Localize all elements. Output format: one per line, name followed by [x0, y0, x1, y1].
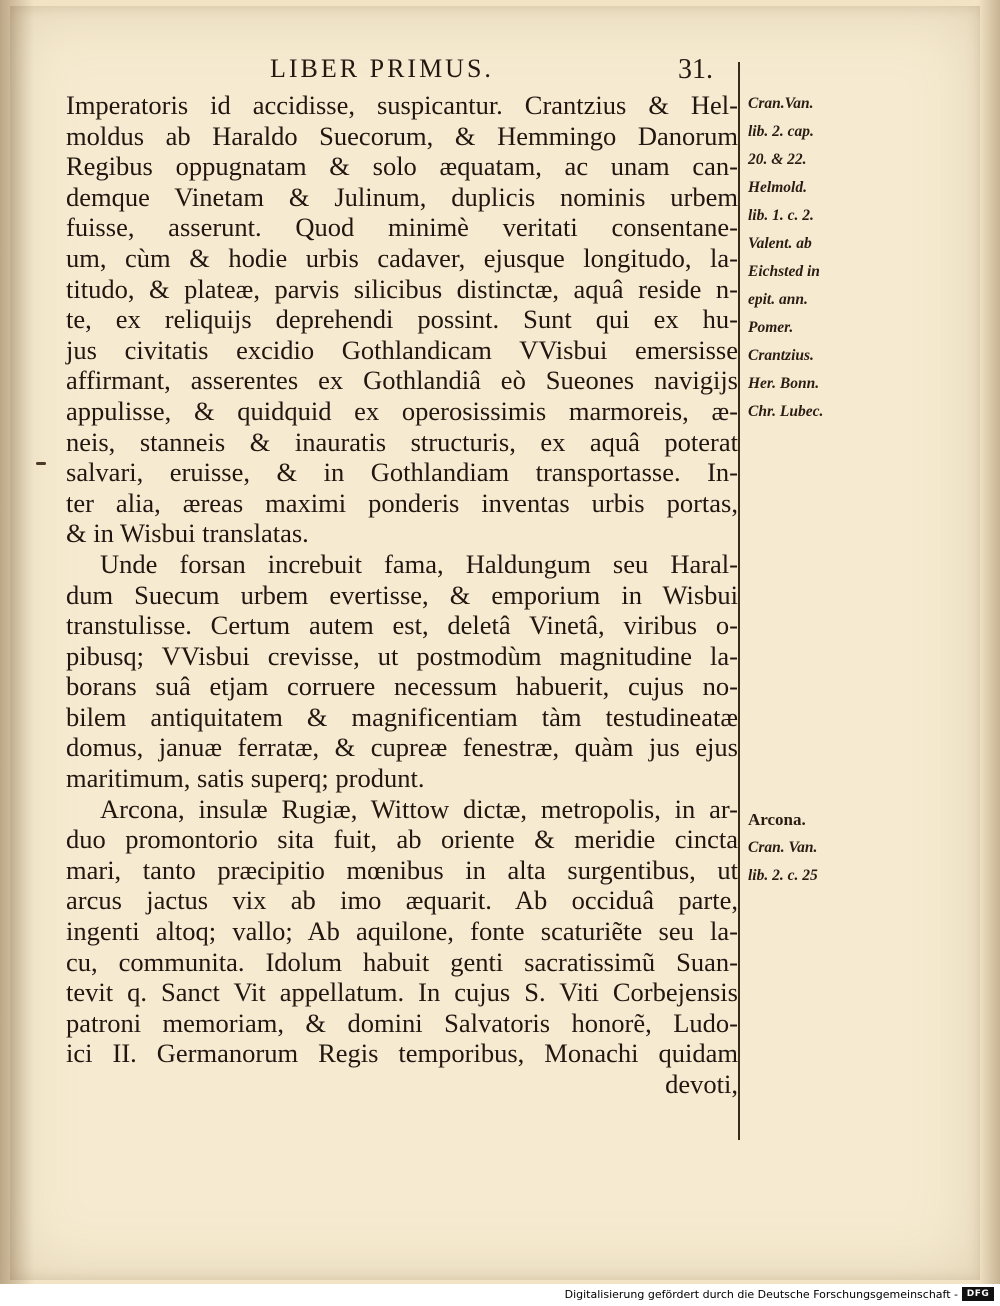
footer-credit: Digitalisierung gefördert durch die Deutsche Forschungsgemeinschaft -	[564, 1288, 958, 1301]
marginal-note: Her. Bonn.	[748, 375, 820, 392]
dfg-logo-icon: DFG	[962, 1287, 994, 1301]
text-line: domus, januæ ferratæ, & cupreæ fenestræ, quàm jus ejus	[66, 732, 738, 763]
marginal-note: Cran. Van.	[748, 839, 818, 856]
marginal-note: lib. 2. c. 25	[748, 867, 818, 884]
text-line: tevit q. Sanct Vit appellatum. In cujus S. Viti Corbejensis	[66, 977, 738, 1008]
text-line: ingenti altoq; vallo; Ab aquilone, fonte scaturiẽte seu la-	[66, 916, 738, 947]
gutter-shadow	[0, 0, 34, 1284]
text-line: appulisse, & quidquid ex operosissimis marmoreis, æ-	[66, 395, 738, 426]
text-line: maritimum, satis superq; produnt.	[66, 763, 425, 794]
marginal-note: Chr. Lubec.	[748, 403, 824, 420]
marginal-note: Pomer.	[748, 319, 794, 336]
text-line: transtulisse. Certum autem est, deletâ Vinetâ, viribus o-	[66, 610, 738, 641]
text-line: affirmant, asserentes ex Gothlandiâ eò Sueones navigijs	[66, 365, 738, 396]
page-number: 31.	[678, 54, 713, 85]
text-line: borans suâ etjam corruere necessum habuerit, cujus no-	[66, 671, 738, 702]
marginal-note: Eichsted in	[748, 263, 820, 280]
text-line: Arcona, insulæ Rugiæ, Wittow dictæ, metropolis, in ar-	[100, 793, 738, 824]
marginal-notes-arcona	[748, 806, 818, 890]
text-line: mari, tanto præcipitio mœnibus in alta surgentibus, ut	[66, 854, 738, 885]
marginal-note: epit. ann.	[748, 291, 808, 308]
text-line: jus civitatis excidio Gothlandicam VVisbui emersisse	[66, 334, 738, 365]
marginal-note: lib. 2. cap.	[748, 123, 814, 140]
text-line: te, ex reliquijs deprehendi possint. Sunt qui ex hu-	[66, 304, 738, 335]
text-line: um, cùm & hodie urbis cadaver, ejusque longitudo, la-	[66, 242, 738, 273]
text-line: neis, stanneis & inauratis structuris, ex aquâ poterat	[66, 426, 738, 457]
running-head: LIBER PRIMUS.	[270, 54, 494, 83]
text-line: pibusq; VVisbui crevisse, ut postmodùm magnitudine la-	[66, 640, 738, 671]
marginal-heading: Arcona.	[748, 810, 806, 829]
text-line: patroni memoriam, & domini Salvatoris honorẽ, Ludo-	[66, 1007, 738, 1038]
marginal-note: Helmold.	[748, 179, 807, 196]
text-line: Unde forsan increbuit fama, Haldungum seu Haral-	[100, 548, 738, 579]
text-line: Regibus oppugnatam & solo æquatam, ac unam can-	[66, 151, 738, 182]
text-line: titudo, & plateæ, parvis silicibus distinctæ, aquâ reside n-	[66, 273, 738, 304]
marginal-note: Valent. ab	[748, 235, 812, 252]
text-line: cu, communita. Idolum habuit genti sacratissimũ Suan-	[66, 946, 738, 977]
main-text-block	[66, 90, 738, 1100]
ink-mark	[36, 462, 46, 465]
text-line: dum Suecum urbem evertisse, & emporium in Wisbui	[66, 579, 738, 610]
marginal-note: Cran.Van.	[748, 95, 814, 112]
text-line: salvari, eruisse, & in Gothlandiam transportasse. In-	[66, 457, 738, 488]
text-line: & in Wisbui translatas.	[66, 518, 309, 549]
text-line: fuisse, asserunt. Quod minimè veritati consentane-	[66, 212, 738, 243]
marginal-note: 20. & 22.	[748, 151, 807, 168]
text-line: ici II. Germanorum Regis temporibus, Monachi quidam	[66, 1038, 738, 1069]
text-line: duo promontorio sita fuit, ab oriente & meridie cincta	[66, 824, 738, 855]
text-line: ter alia, æreas maximi ponderis inventas urbis portas,	[66, 487, 738, 518]
text-line: moldus ab Haraldo Suecorum, & Hemmingo Danorum	[66, 120, 738, 151]
text-line: Imperatoris id accidisse, suspicantur. Crantzius & Hel-	[66, 90, 738, 120]
marginal-note: Crantzius.	[748, 347, 814, 364]
edge-shadow	[978, 0, 1000, 1284]
catchword: devoti,	[665, 1069, 738, 1099]
text-line: demque Vinetam & Julinum, duplicis nominis urbem	[66, 181, 738, 212]
marginal-notes-top	[748, 90, 823, 426]
text-line: bilem antiquitatem & magnificentiam tàm testudineatæ	[66, 701, 738, 732]
margin-rule	[738, 62, 740, 1140]
marginal-note: lib. 1. c. 2.	[748, 207, 814, 224]
text-line: arcus jactus vix ab imo æquarit. Ab occiduâ parte,	[66, 885, 738, 916]
